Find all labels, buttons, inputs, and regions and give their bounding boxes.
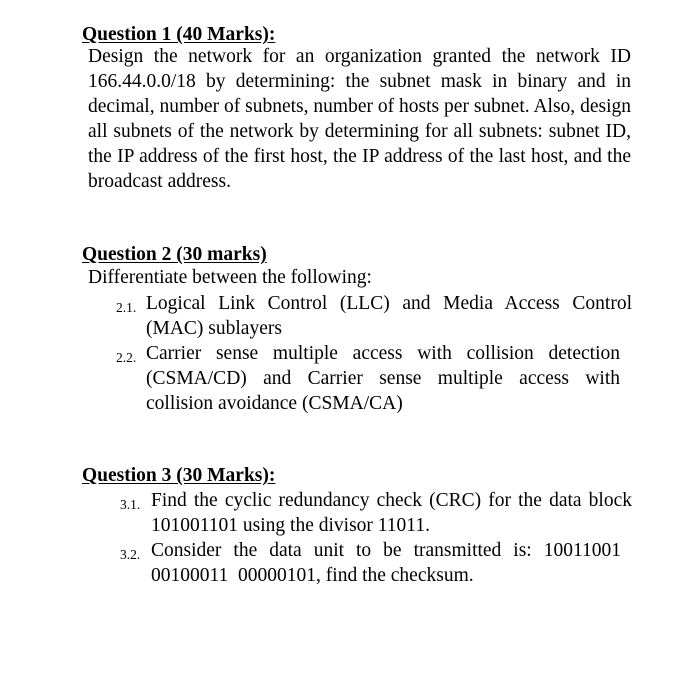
question-2-title: Question 2 (30 marks) <box>82 244 267 265</box>
question-1-body: Design the network for an organization granted the network ID 166.44.0.0/18 by determining: the subnet mask in binary and in decimal, number of subnets, number of hosts per subnet. Also, design all subnets of the network by determining for all subnets: subnet ID, the IP address of the first host, the IP address of the last host, and the broadcast address. <box>88 46 631 192</box>
item-text: Find the cyclic redundancy check (CRC) for the data block 101001101 using the divisor 11011. <box>151 490 632 536</box>
item-text: Logical Link Control (LLC) and Media Access Control (MAC) sublayers <box>146 293 632 339</box>
item-text: Consider the data unit to be transmitted is: 10011001 00100011 00000101, find the checksum. <box>151 540 626 586</box>
item-number: 3.2. <box>120 547 141 562</box>
question-1-title: Question 1 (40 Marks): <box>82 24 276 45</box>
question-3-title: Question 3 (30 Marks): <box>82 465 276 486</box>
item-number: 3.1. <box>120 497 141 512</box>
item-number: 2.1. <box>116 300 137 315</box>
item-number: 2.2. <box>116 350 137 365</box>
question-2-intro: Differentiate between the following: <box>88 267 372 288</box>
item-text: Carrier sense multiple access with collision detection (CSMA/CD) and Carrier sense multiple access with collision avoidance (CSMA/CA) <box>146 343 620 414</box>
